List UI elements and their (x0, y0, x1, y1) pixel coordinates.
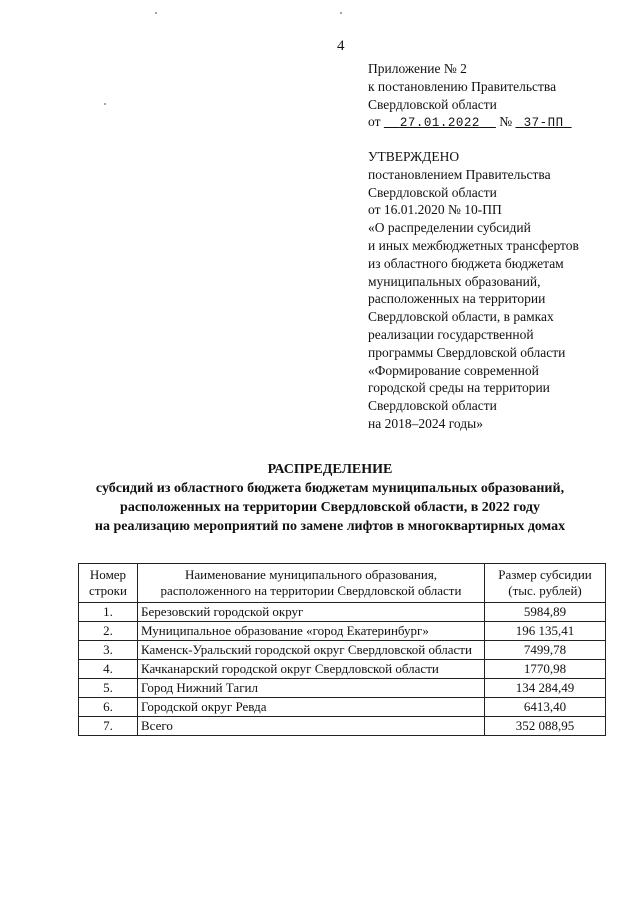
row-number: 7. (79, 717, 138, 736)
row-name: Город Нижний Тагил (138, 679, 485, 698)
date-prefix: от (368, 114, 381, 130)
row-number: 2. (79, 622, 138, 641)
row-name: Каменск-Уральский городской округ Свердловской области (138, 641, 485, 660)
row-number: 1. (79, 603, 138, 622)
title-line: субсидий из областного бюджета бюджетам муниципальных образований, (95, 481, 565, 496)
resolution-number: 37-ПП (523, 116, 564, 131)
title-main: РАСПРЕДЕЛЕНИЕ (267, 462, 393, 477)
row-number: 4. (79, 660, 138, 679)
title-line: расположенных на территории Свердловской области, в 2022 году (120, 500, 540, 515)
table-row-total (79, 717, 606, 736)
page-number: 4 (337, 38, 345, 54)
row-number: 5. (79, 679, 138, 698)
table-row (79, 603, 606, 622)
approved-line: муниципальных образований, (368, 273, 541, 289)
table-row (79, 660, 606, 679)
approved-line: «Формирование современной (368, 362, 539, 378)
approved-line: Свердловской области, в рамках (368, 309, 554, 325)
approved-line: от 16.01.2020 № 10-ПП (368, 202, 502, 218)
row-name: Качканарский городской округ Свердловской области (138, 660, 485, 679)
appendix-date-line (368, 113, 572, 133)
appendix-line: Свердловской области (368, 96, 497, 112)
approved-line: постановлением Правительства (368, 166, 551, 182)
scan-speck (104, 103, 106, 105)
approved-line: Свердловской области (368, 184, 497, 200)
resolution-date: 27.01.2022 (399, 116, 480, 131)
approved-line: реализации государственной (368, 326, 534, 342)
approved-line: на 2018–2024 годы» (368, 415, 483, 431)
row-value: 7499,78 (485, 641, 606, 660)
table-row (79, 679, 606, 698)
appendix-line: Приложение № 2 (368, 61, 467, 76)
row-name: Муниципальное образование «город Екатеринбург» (138, 622, 485, 641)
scan-speck (155, 12, 157, 14)
row-value: 1770,98 (485, 660, 606, 679)
title-line: на реализацию мероприятий по замене лифтов в многоквартирных домах (94, 519, 566, 534)
row-name: Березовский городской округ (138, 603, 485, 622)
row-number: 3. (79, 641, 138, 660)
row-value: 6413,40 (485, 698, 606, 717)
header-subsidy: Размер субсидии (тыс. рублей) (485, 564, 606, 603)
approved-line: из областного бюджета бюджетам (368, 255, 564, 271)
scan-speck (340, 12, 342, 14)
subsidy-table (78, 563, 606, 736)
approved-line: «О распределении субсидий (368, 220, 531, 236)
approved-line: Свердловской области (368, 398, 497, 414)
approved-line: программы Свердловской области (368, 344, 566, 360)
approved-line: расположенных на территории (368, 291, 546, 307)
document-title (60, 460, 600, 536)
row-number: 6. (79, 698, 138, 717)
appendix-line: к постановлению Правительства (368, 78, 557, 94)
row-value: 352 088,95 (485, 717, 606, 736)
table-row (79, 622, 606, 641)
row-name: Всего (138, 717, 485, 736)
approved-line: городской среды на территории (368, 380, 550, 396)
header-municipality: Наименование муниципального образования, расположенного на территории Свердловской области (138, 564, 485, 603)
number-sign: № (499, 114, 513, 130)
row-name: Городской округ Ревда (138, 698, 485, 717)
table-header-row (79, 564, 606, 603)
row-value: 134 284,49 (485, 679, 606, 698)
header-row-number: Номер строки (79, 564, 138, 603)
approved-block (368, 148, 579, 433)
table-row (79, 698, 606, 717)
approved-line: и иных межбюджетных трансфертов (368, 237, 579, 253)
approved-line: УТВЕРЖДЕНО (368, 149, 460, 164)
table-row (79, 641, 606, 660)
row-value: 5984,89 (485, 603, 606, 622)
appendix-block (368, 60, 572, 133)
row-value: 196 135,41 (485, 622, 606, 641)
